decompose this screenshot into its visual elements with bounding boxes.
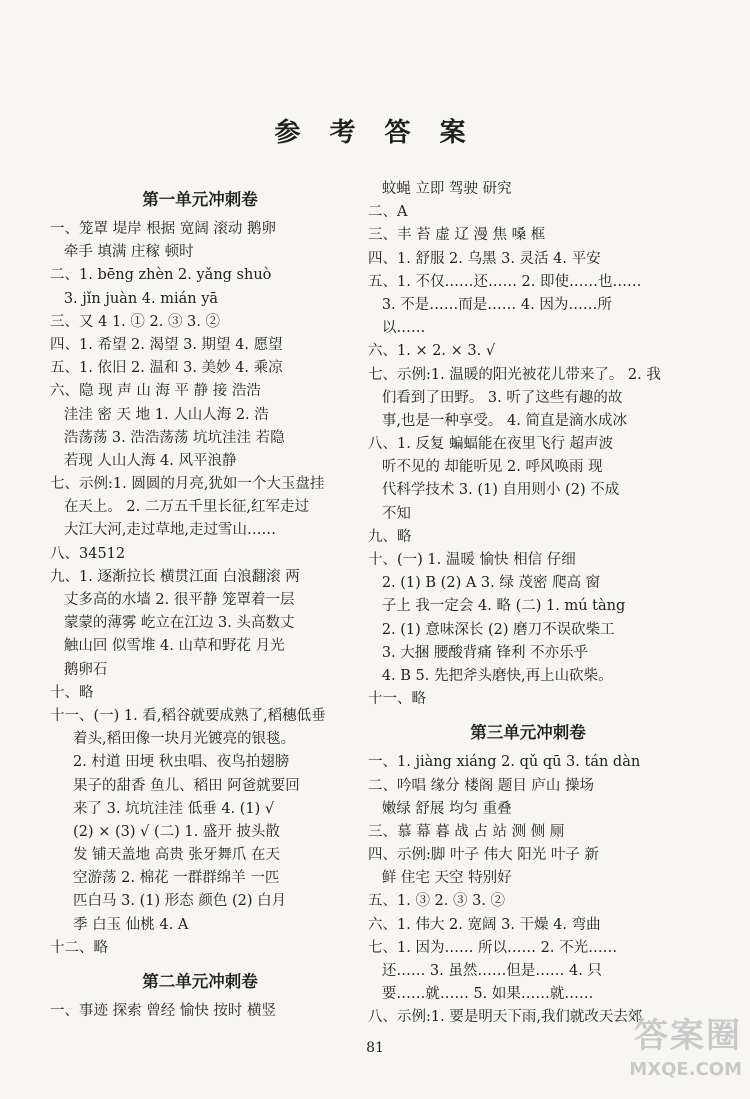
answer-line: 四、1. 希望 2. 渴望 3. 期望 4. 愿望 — [50, 336, 283, 353]
answer-line: 三、又 4 1. ① 2. ③ 3. ② — [50, 313, 220, 330]
page-title: 参 考 答 案 — [274, 118, 476, 148]
answer-line: 嫩绿 舒展 均匀 重叠 — [368, 800, 512, 817]
answer-line: 2. (1) 意味深长 (2) 磨刀不误砍柴工 — [368, 621, 615, 638]
answer-line: 七、示例:1. 温暖的阳光被花儿带来了。 2. 我 — [368, 366, 661, 383]
answer-line: 若现 人山人海 4. 风平浪静 — [50, 452, 237, 469]
section-title: 第一单元冲刺卷 — [142, 190, 258, 209]
left-column — [50, 178, 350, 1023]
answer-line: 十一、略 — [368, 691, 426, 708]
answer-line: 在天上。 2. 二万五千里长征,红军走过 — [50, 499, 309, 516]
answer-line: 二、吟唱 缘分 楼阁 题目 庐山 操场 — [368, 777, 595, 794]
answer-line: 3. 大捆 腰酸背痛 锋利 不亦乐乎 — [368, 644, 589, 661]
answer-line: 十一、(一) 1. 看,稻谷就要成熟了,稻穗低垂 — [50, 707, 326, 724]
answer-line: 不知 — [368, 505, 411, 522]
answer-line: 丈多高的水墙 2. 很平静 笼罩着一层 — [50, 592, 295, 608]
answer-line: 八、1. 反复 蝙蝠能在夜里飞行 超声波 — [368, 436, 614, 453]
page-number: 81 — [366, 1040, 384, 1056]
answer-line: 子上 我一定会 4. 略 (二) 1. mú tàng — [368, 598, 626, 615]
answer-line: 浩荡荡 3. 浩浩荡荡 坑坑洼洼 若隐 — [50, 429, 285, 446]
answer-line: 五、1. ③ 2. ③ 3. ② — [368, 893, 506, 910]
answer-line: 七、1. 因为…… 所以…… 2. 不光…… — [368, 939, 618, 956]
answer-line: 六、隐 现 声 山 海 平 静 接 浩浩 — [50, 383, 261, 400]
answer-line: 十、(一) 1. 温暖 愉快 相信 仔细 — [368, 552, 576, 568]
answer-line: 还…… 3. 虽然……但是…… 4. 只 — [368, 963, 602, 979]
answer-line: 二、1. bēng zhèn 2. yǎng shuò — [50, 267, 272, 284]
answer-line: 事,也是一种享受。 4. 简直是滴水成冰 — [368, 412, 627, 429]
answer-line: (2) × (3) √ (二) 1. 盛开 披头散 — [50, 823, 280, 840]
answer-line: 洼洼 密 天 地 1. 人山人海 2. 浩 — [50, 406, 269, 423]
answer-line: 一、1. jiàng xiáng 2. qǔ qū 3. tán dàn — [368, 754, 641, 771]
answer-line: 发 铺天盖地 高贵 张牙舞爪 在天 — [50, 847, 280, 864]
answer-line: 十、略 — [50, 684, 94, 701]
answer-line: 听不见的 却能听见 2. 呼风唤雨 现 — [368, 459, 603, 476]
answer-line: 们看到了田野。 3. 听了这些有趣的故 — [368, 389, 623, 406]
answer-line: 九、略 — [368, 528, 412, 545]
answer-line: 代科学技术 3. (1) 自用则小 (2) 不成 — [368, 482, 620, 499]
answer-line: 触山回 似雪堆 4. 山草和野花 月光 — [50, 638, 285, 655]
answer-line: 一、事迹 探索 曾经 愉快 按时 横竖 — [50, 1003, 277, 1019]
answer-line: 2. (1) B (2) A 3. 绿 茂密 爬高 窗 — [368, 575, 601, 592]
answer-line: 五、1. 不仅……还…… 2. 即使……也…… — [368, 273, 642, 290]
section-title: 第二单元冲刺卷 — [142, 972, 258, 991]
answer-line: 季 白玉 仙桃 4. A — [50, 916, 189, 933]
answer-line: 六、1. 伟大 2. 宽阔 3. 干燥 4. 弯曲 — [368, 916, 601, 933]
answer-line: 3. jǐn juàn 4. mián yā — [50, 290, 219, 307]
answer-line: 蚊蝇 立即 驾驶 研究 — [368, 181, 512, 197]
watermark-url: MXQE.COM — [629, 1059, 742, 1080]
answer-line: 八、示例:1. 要是明天下雨,我们就改天去郊 — [368, 1009, 643, 1026]
answer-line: 六、1. × 2. × 3. √ — [368, 343, 496, 360]
section-title: 第三单元冲刺卷 — [470, 723, 586, 743]
answer-line: 三、慕 幕 暮 战 占 站 测 侧 厕 — [368, 823, 565, 840]
answer-line: 蒙蒙的薄雾 屹立在江边 3. 头高数丈 — [50, 615, 295, 632]
answer-line: 匹白马 3. (1) 形态 颜色 (2) 白月 — [50, 893, 287, 910]
answer-line: 鲜 住宅 天空 特别好 — [368, 870, 512, 887]
answer-line: 来了 3. 坑坑洼洼 低垂 4. (1) √ — [50, 800, 275, 817]
answer-line: 十二、略 — [50, 939, 108, 956]
answer-line: 九、1. 逐渐拉长 横贯江面 白浪翻滚 两 — [50, 568, 300, 585]
answer-line: 以…… — [368, 320, 426, 337]
answer-line: 4. B 5. 先把斧头磨快,再上山砍柴。 — [368, 667, 613, 684]
answer-line: 大江大河,走过草地,走过雪山…… — [50, 522, 277, 539]
answer-line: 七、示例:1. 圆圆的月亮,犹如一个大玉盘挂 — [50, 476, 325, 493]
answer-line: 四、示例:脚 叶子 伟大 阳光 叶子 新 — [368, 847, 599, 864]
answer-line: 空游荡 2. 棉花 一群群绵羊 一匹 — [50, 870, 280, 887]
answer-line: 果子的甜香 鱼儿、稻田 阿爸就要回 — [50, 777, 300, 794]
answer-line: 着头,稻田像一块月光镀亮的银毯。 — [50, 731, 296, 748]
answer-line: 要……就…… 5. 如果……就…… — [368, 986, 594, 1003]
answer-line: 四、1. 舒服 2. 乌黑 3. 灵活 4. 平安 — [368, 250, 601, 267]
answer-line: 牵手 填满 庄稼 顿时 — [50, 244, 194, 261]
answer-line: 一、笼罩 堤岸 根据 宽阔 滚动 鹅卵 — [50, 221, 277, 237]
right-column — [368, 178, 688, 1030]
watermark-logo — [602, 1013, 742, 1093]
answer-line: 2. 村道 田埂 秋虫唱、夜鸟拍翅膀 — [50, 754, 290, 771]
answer-line: 鹅卵石 — [50, 661, 108, 678]
watermark-logo-text: 答案圈 — [634, 1016, 742, 1056]
answer-line: 二、A — [368, 204, 408, 221]
answer-line: 三、丰 苔 虚 辽 漫 焦 嗓 框 — [368, 227, 546, 244]
answer-line: 3. 不是……而是…… 4. 因为……所 — [368, 296, 612, 313]
answer-line: 五、1. 依旧 2. 温和 3. 美妙 4. 乘凉 — [50, 360, 283, 377]
answer-line: 八、34512 — [50, 545, 126, 562]
